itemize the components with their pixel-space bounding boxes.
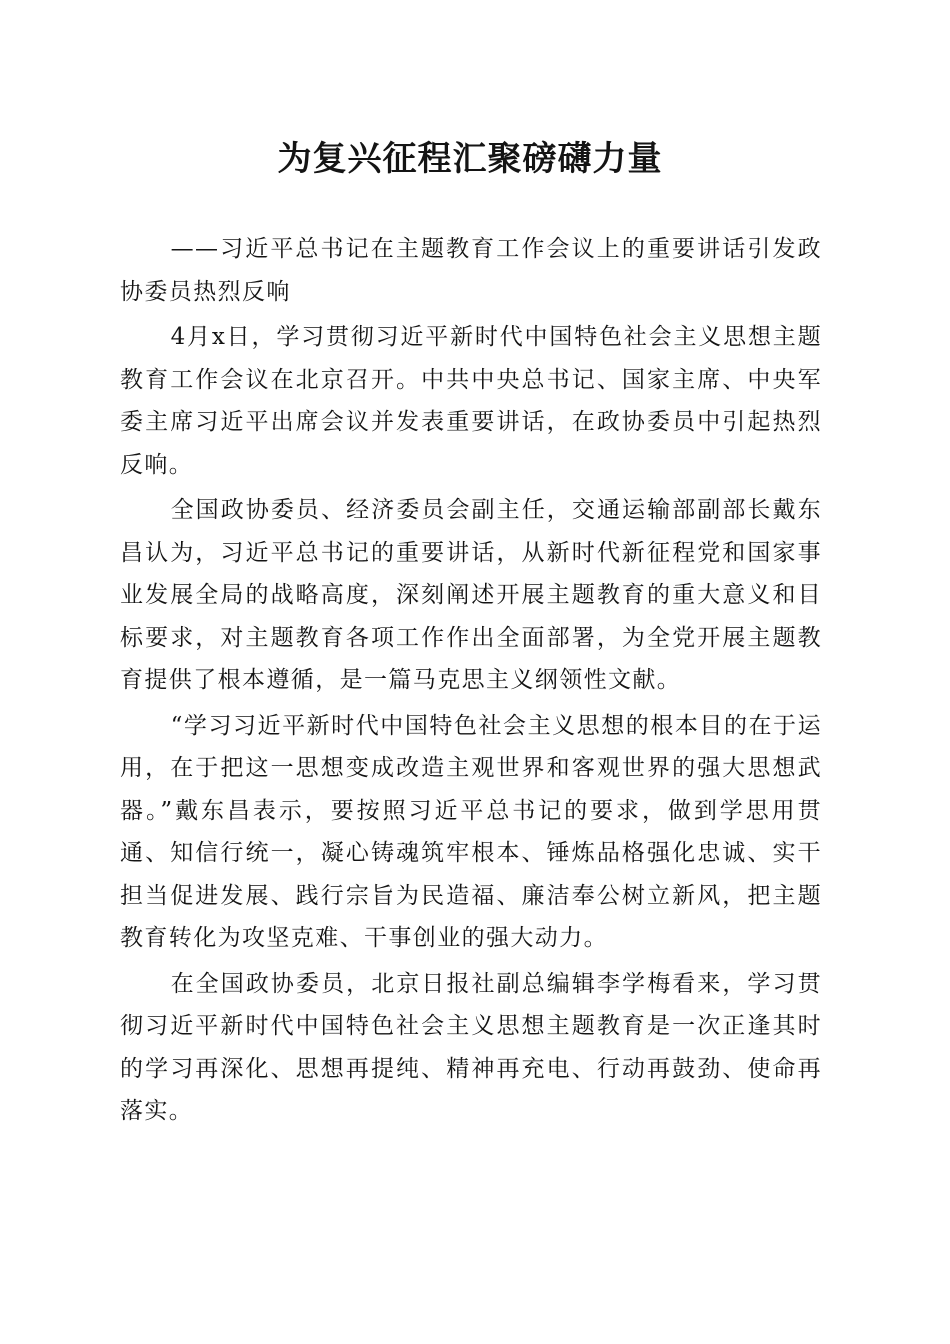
document-title: 为复兴征程汇聚磅礴力量 bbox=[277, 139, 663, 179]
paragraph: 4月x日，学习贯彻习近平新时代中国特色社会主义思想主题教育工作会议在北京召开。中共中央总书记、国家主席、中央军委主席习近平出席会议并发表重要讲话，在政协委员中引起热烈反响。 bbox=[120, 324, 822, 478]
paragraph: “学习习近平新时代中国特色社会主义思想的根本目的在于运用，在于把这一思想变成改造主观世界和客观世界的强大思想武器。”戴东昌表示，要按照习近平总书记的要求，做到学思用贯通、知信行统一，凝心铸魂筑牢根本、锤炼品格强化忠诚、实干担当促进发展、践行宗旨为民造福、廉洁奉公树立新风，把主题教育转化为攻坚克难、干事创业的强大动力。 bbox=[120, 712, 822, 951]
paragraph: 全国政协委员、经济委员会副主任，交通运输部副部长戴东昌认为，习近平总书记的重要讲话，从新时代新征程党和国家事业发展全局的战略高度，深刻阐述开展主题教育的重大意义和目标要求，对主题教育各项工作作出全面部署，为全党开展主题教育提供了根本遵循，是一篇马克思主义纲领性文献。 bbox=[120, 497, 822, 693]
subtitle: ——习近平总书记在主题教育工作会议上的重要讲话引发政协委员热烈反响 bbox=[120, 236, 822, 305]
document-body bbox=[120, 228, 822, 1136]
paragraph: 在全国政协委员，北京日报社副总编辑李学梅看来，学习贯彻习近平新时代中国特色社会主义思想主题教育是一次正逢其时的学习再深化、思想再提纯、精神再充电、行动再鼓劲、使命再落实。 bbox=[120, 970, 822, 1124]
